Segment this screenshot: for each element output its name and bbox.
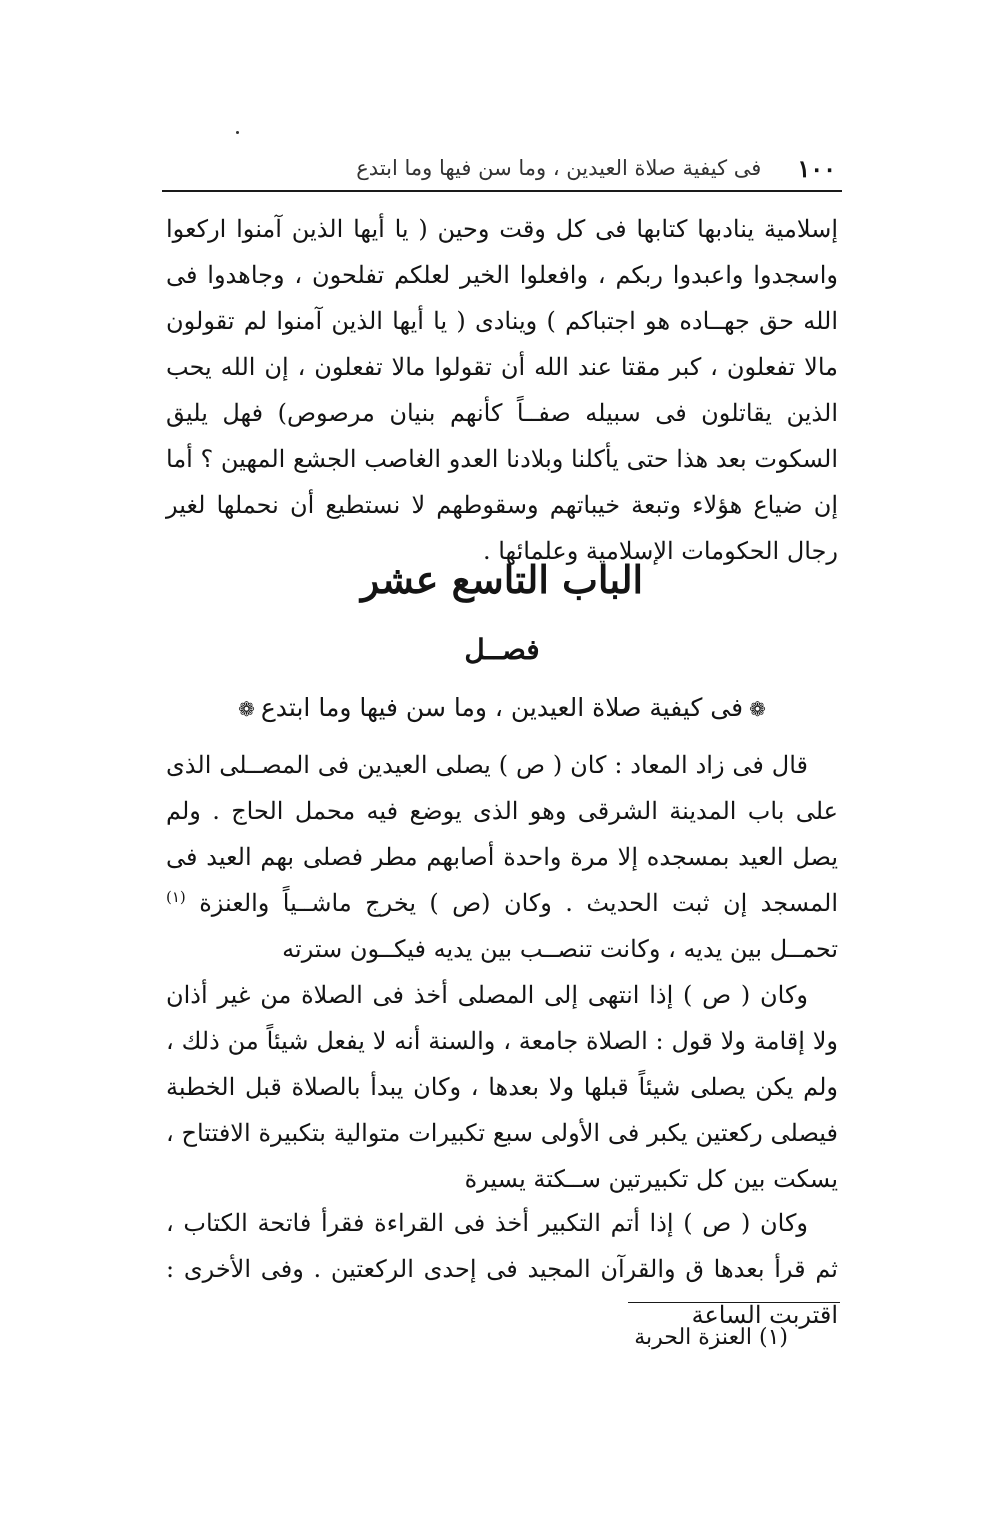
paragraph-prayer-start: وكان ( ص ) إذا انتهى إلى المصلى أخذ فى الصلاة من غير أذان ولا إقامة ولا قول : الصلاة جامعة ، والسنة أنه لا يفعل شيئاً من ذلك ، ولم يكن يصلى شيئاً قبلها ولا بعدها ، وكان يبدأ بالصلاة قبل الخطبة فيصلى ركعتين يكبر فى الأولى سبع تكبيرات متوالية بتكبيرة الافتتاح ، يسكت بين كل تكبيرتين ســكتة يسيرة <box>166 981 838 1193</box>
paragraph-recitation: وكان ( ص ) إذا أتم التكبير أخذ فى القراءة فقرأ فاتحة الكتاب ، ثم قرأ بعدها ق والقرآن المجيد فى إحدى الركعتين . وفى الأخرى : اقتربت الساعة <box>166 1209 838 1329</box>
footnote-rule <box>628 1302 840 1303</box>
chapter-heading: الباب التاسع عشر <box>360 557 644 602</box>
paragraph-zad-almaad <box>166 742 838 972</box>
footnote: (١) العنزة الحربة <box>634 1325 788 1350</box>
section-title <box>166 688 838 729</box>
page-number: ١٠٠ <box>797 153 836 183</box>
running-header <box>168 150 836 186</box>
paragraph-continued: إسلامية ينادبها كتابها فى كل وقت وحين ( يا أيها الذين آمنوا اركعوا واسجدوا واعبدوا ربكم ، وافعلوا الخير لعلكم تفلحون ، وجاهدوا فى الله حق جهــاده هو اجتباكم ) وينادى ( يا أيها الذين آمنوا لم تقولون مالا تفعلون ، كبر مقتا عند الله أن تقولوا مالا تفعلون ، إن الله يحب الذين يقاتلون فى سبيله صفــاً كأنهم بنيان مرصوص) فهل يليق السكوت بعد هذا حتى يأكلنا وبلادنا العدو الغاصب الجشع المهين ؟ أما إن ضياع هؤلاء وتبعة خيباتهم وسقوطهم لا نستطيع أن نحملها لغير رجال الحكومات الإسلامية وعلمائها . <box>166 215 838 565</box>
section-label: فصــل <box>464 633 540 666</box>
section-title-text: فى كيفية صلاة العيدين ، وما سن فيها وما ابتدع <box>260 693 744 722</box>
ornament-right-icon: ❁ <box>749 697 766 721</box>
running-title: فى كيفية صلاة العيدين ، وما سن فيها وما ابتدع <box>356 156 762 180</box>
paragraph-2-text-a: قال فى زاد المعاد : كان ( ص ) يصلى العيدين فى المصــلى الذى على باب المدينة الشرقى وهو الذى يوضع فيه محمل الحاج . ولم يصل العيد بمسجده إلا مرة واحدة أصابهم مطر فصلى بهم العيد فى المسجد إن ثبت الحديث . وكان (ص ) يخرج ماشــياً والعنزة <box>166 751 838 917</box>
footnote-reference: (١) <box>166 888 186 906</box>
print-speck <box>236 131 239 134</box>
paragraph-2-text-b: تحمــل بين يديه ، وكانت تنصــب بين يديه فيكــون سترته <box>282 935 838 963</box>
header-rule <box>162 190 842 192</box>
ornament-left-icon: ❁ <box>238 697 255 721</box>
